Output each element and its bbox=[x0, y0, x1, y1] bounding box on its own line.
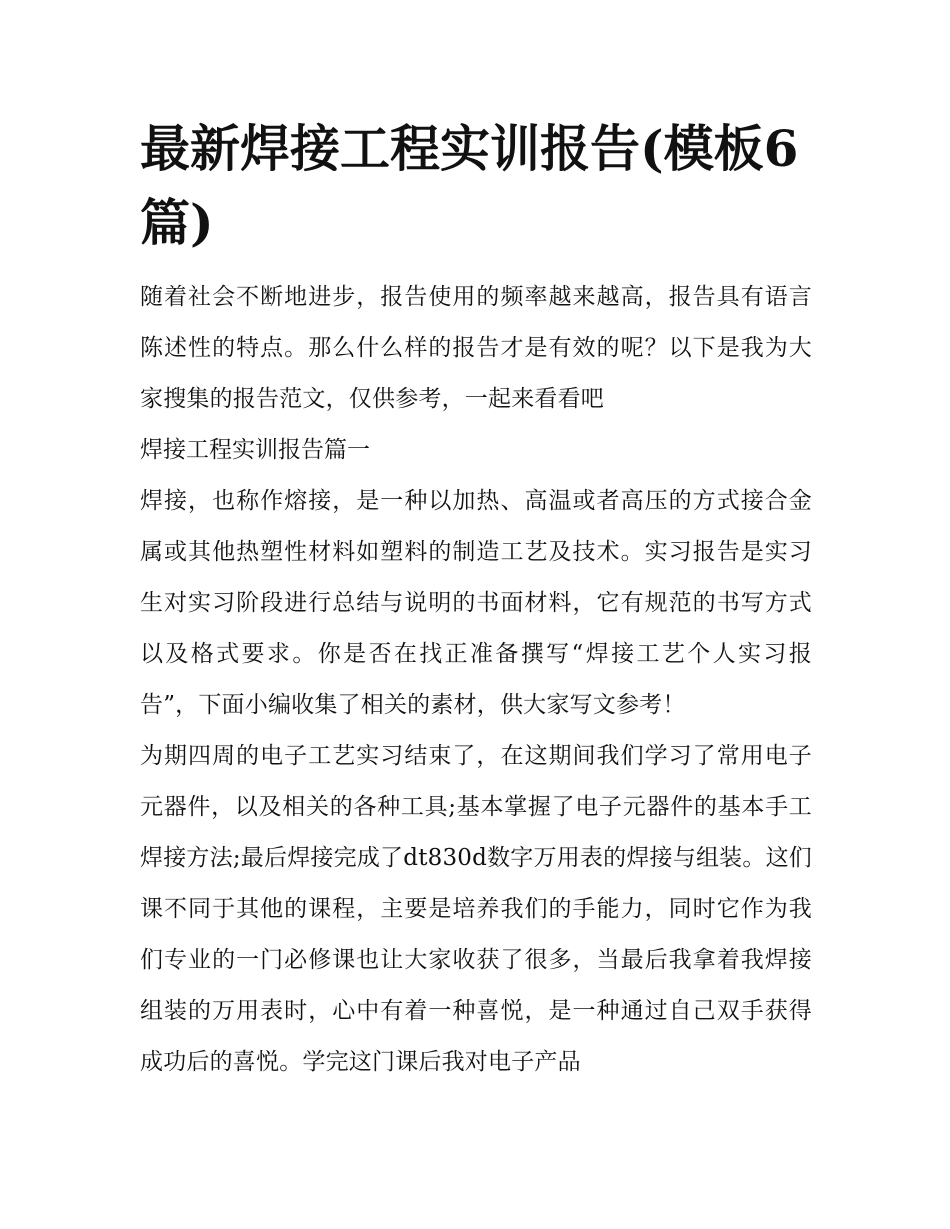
intro-paragraph: 随着社会不断地进步，报告使用的频率越来越高，报告具有语言陈述性的特点。那么什么样的报告才是有效的呢？以下是我为大家搜集的报告范文，仅供参考，一起来看看吧 bbox=[140, 284, 812, 412]
body-paragraph-2: 为期四周的电子工艺实习结束了，在这期间我们学习了常用电子元器件，以及相关的各种工具;基本掌握了电子元器件的基本手工焊接方法;最后焊接完成了dt830d数字万用表的焊接与组装。这们课不同于其他的课程，主要是培养我们的手能力，同时它作为我们专业的一门必修课也让大家收获了很多，当最后我拿着我焊接组装的万用表时，心中有着一种喜悦，是一种通过自己双手获得成功后的喜悦。学完这门课后我对电子产品 bbox=[140, 743, 812, 1075]
document-title: 最新焊接工程实训报告(模板6篇) bbox=[140, 119, 799, 252]
document-content bbox=[140, 112, 812, 1088]
section-heading: 焊接工程实训报告篇一 bbox=[140, 437, 370, 463]
body-paragraph-1: 焊接，也称作熔接，是一种以加热、高温或者高压的方式接合金属或其他热塑性材料如塑料的制造工艺及技术。实习报告是实习生对实习阶段进行总结与说明的书面材料，它有规范的书写方式以及格式要求。你是否在找正准备撰写“焊接工艺个人实习报告”，下面小编收集了相关的素材，供大家写文参考！ bbox=[140, 488, 812, 718]
